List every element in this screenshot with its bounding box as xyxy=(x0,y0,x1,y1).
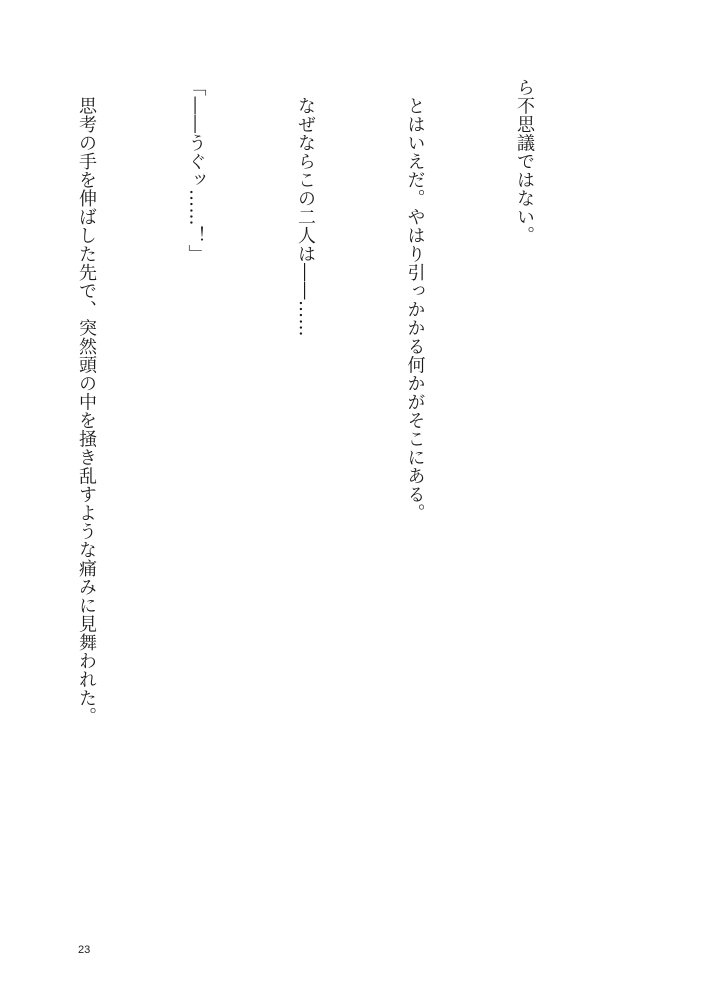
vertical-text-body xyxy=(0,78,615,948)
text-line: なぜならこの二人は――…… xyxy=(295,78,316,337)
text-line: 思考の手を伸ばした先で、突然頭の中を掻き乱すような痛みに見舞われた。 xyxy=(76,78,97,726)
text-line: 「――うぐッ……！」 xyxy=(185,78,207,263)
text-line: ら不思議ではない。 xyxy=(514,78,535,245)
page-number: 23 xyxy=(78,944,91,956)
text-line: とはいえだ。やはり引っかかる何かがそこにある。 xyxy=(404,78,426,522)
